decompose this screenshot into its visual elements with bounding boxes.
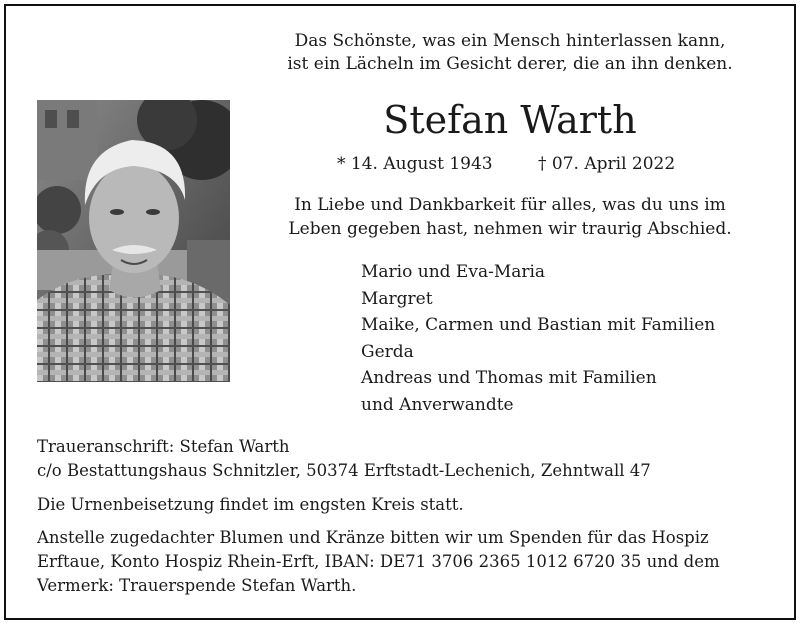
deceased-name: Stefan Warth	[383, 98, 637, 142]
donation-line-1: Anstelle zugedachter Blumen und Kränze bitten wir um Spenden für das Hospiz	[37, 528, 709, 547]
birth-date: * 14. August 1943	[337, 154, 493, 174]
notice-footer	[37, 435, 777, 598]
mourner-entry: Andreas und Thomas mit Familien	[361, 368, 657, 389]
farewell-line-2: Leben gegeben hast, nehmen wir traurig Abschied.	[288, 219, 732, 239]
quote-line-1: Das Schönste, was ein Mensch hinterlassen kann,	[294, 31, 726, 51]
quote	[240, 30, 780, 76]
farewell-text	[240, 193, 780, 241]
address-line-1: Traueranschrift: Stefan Warth	[37, 437, 290, 456]
mourner-entry: Gerda	[361, 341, 414, 362]
donation-line-3: Vermerk: Trauerspende Stefan Warth.	[37, 576, 357, 595]
burial-note: Die Urnenbeisetzung findet im engsten Kreis statt.	[37, 495, 464, 514]
quote-line-2: ist ein Lächeln im Gesicht derer, die an ihn denken.	[287, 54, 733, 74]
farewell-line-1: In Liebe und Dankbarkeit für alles, was du uns im	[294, 195, 726, 215]
portrait-photo	[37, 100, 230, 382]
address-line-2: c/o Bestattungshaus Schnitzler, 50374 Erftstadt-Lechenich, Zehntwall 47	[37, 461, 651, 480]
mourners-list	[361, 259, 715, 419]
mourner-entry: Margret	[361, 288, 433, 309]
donation-line-2: Erftaue, Konto Hospiz Rhein-Erft, IBAN: DE71 3706 2365 1012 6720 35 und dem	[37, 552, 720, 571]
death-date: † 07. April 2022	[538, 154, 676, 174]
mourner-entry: und Anverwandte	[361, 394, 514, 415]
mourner-entry: Maike, Carmen und Bastian mit Familien	[361, 315, 716, 336]
mourner-entry: Mario und Eva-Maria	[361, 262, 546, 282]
